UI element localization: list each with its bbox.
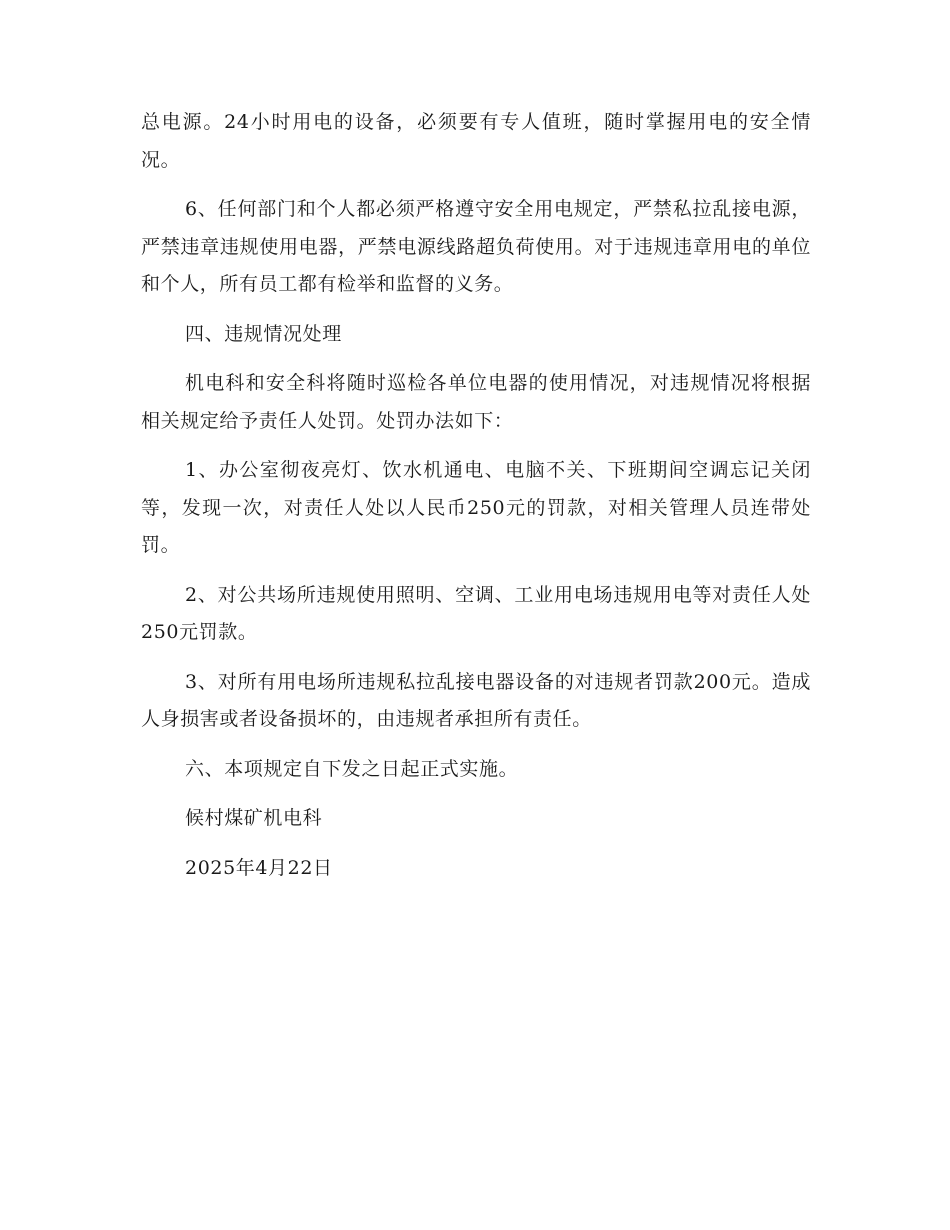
paragraph-penalty-3: 3、对所有用电场所违规私拉乱接电器设备的对违规者罚款200元。造成人身损害或者设备损坏的，由违规者承担所有责任。: [141, 670, 811, 730]
paragraph-effective-date: 六、本项规定自下发之日起正式实施。: [185, 757, 519, 780]
paragraph-penalty-2: 2、对公共场所违规使用照明、空调、工业用电场违规用电等对责任人处250元罚款。: [141, 583, 811, 643]
paragraph-penalty-1: 1、办公室彻夜亮灯、饮水机通电、电脑不关、下班期间空调忘记关闭等，发现一次，对责任人处以人民币250元的罚款，对相关管理人员连带处罚。: [141, 459, 811, 556]
document-body: [141, 104, 811, 899]
paragraph-rule-6: 6、任何部门和个人都必须严格遵守安全用电规定，严禁私拉乱接电源，严禁违章违规使用电器，严禁电源线路超负荷使用。对于违规违章用电的单位和个人，所有员工都有检举和监督的义务。: [141, 198, 811, 295]
section-heading-violation-handling: 四、违规情况处理: [185, 322, 342, 345]
issue-date: 2025年4月22日: [185, 856, 333, 879]
paragraph-power-supply-continued: 总电源。24小时用电的设备，必须要有专人值班，随时掌握用电的安全情况。: [141, 111, 811, 171]
issuer-name: 候村煤矿机电科: [185, 807, 323, 829]
paragraph-inspection-intro: 机电科和安全科将随时巡检各单位电器的使用情况，对违规情况将根据相关规定给予责任人处罚。处罚办法如下：: [141, 372, 811, 432]
